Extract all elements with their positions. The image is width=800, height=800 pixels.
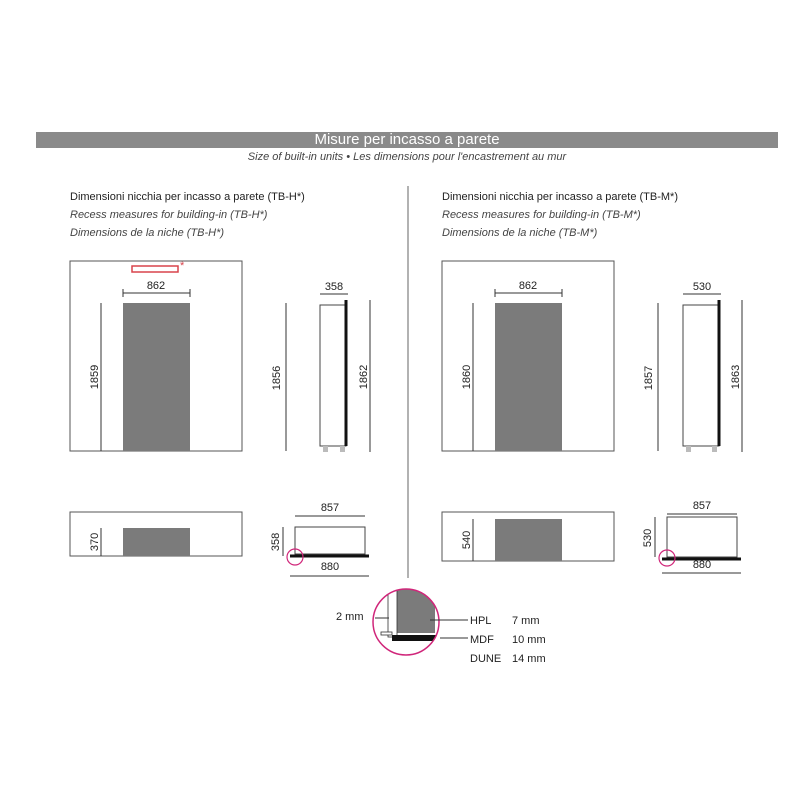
top-width-label: 857 <box>692 500 712 512</box>
cabinet-side <box>320 305 346 446</box>
plan-depth-label: 540 <box>461 530 473 550</box>
niche-height-label: 1860 <box>461 364 473 390</box>
right-heading-it: Dimensioni nicchia per incasso a parete (TB-M*) <box>442 191 678 203</box>
base-width-label: 880 <box>692 559 712 571</box>
legend-material: MDF <box>470 634 494 646</box>
legend-thickness: 10 mm <box>512 634 546 646</box>
niche-section <box>397 588 435 633</box>
left-side-elevation <box>271 281 370 452</box>
right-heading-en: Recess measures for building-in (TB-M*) <box>442 209 641 221</box>
legend-thickness: 7 mm <box>512 615 540 627</box>
right-front-elevation <box>442 261 614 451</box>
material-legend <box>470 612 546 669</box>
cabinet-top <box>295 527 365 554</box>
right-side-elevation <box>643 281 742 452</box>
legend-row-hpl <box>470 612 546 631</box>
legend-material: HPL <box>470 615 492 627</box>
left-plan-view <box>70 512 242 556</box>
left-heading-en: Recess measures for building-in (TB-H*) <box>70 209 268 221</box>
gap-label: 2 mm <box>336 611 364 623</box>
left-heading-it: Dimensioni nicchia per incasso a parete (TB-H*) <box>70 191 305 203</box>
foot <box>712 446 717 452</box>
detail-magnifier <box>336 585 468 660</box>
left-top-view <box>270 502 369 576</box>
foot <box>340 446 345 452</box>
top-depth-label: 530 <box>642 528 654 548</box>
asterisk-mark: * <box>180 260 185 272</box>
base-width-label: 880 <box>320 561 340 573</box>
unit-height-label: 1857 <box>643 365 655 391</box>
niche-width-label: 862 <box>146 280 166 292</box>
foot <box>686 446 691 452</box>
right-top-view <box>642 500 741 573</box>
cabinet-top <box>667 517 737 557</box>
niche <box>123 528 190 556</box>
right-heading-fr: Dimensions de la niche (TB-M*) <box>442 227 598 239</box>
side-height-label: 1863 <box>730 364 742 390</box>
niche <box>495 519 562 561</box>
unit-height-label: 1856 <box>271 365 283 391</box>
foot <box>323 446 328 452</box>
gap-edge <box>381 632 392 635</box>
niche-width-label: 862 <box>518 280 538 292</box>
left-front-elevation <box>70 260 242 451</box>
side-depth-label: 530 <box>692 281 712 293</box>
legend-thickness: 14 mm <box>512 653 546 665</box>
top-depth-label: 358 <box>270 532 282 552</box>
niche <box>123 303 190 451</box>
red-marker <box>132 266 178 272</box>
side-depth-label: 358 <box>324 281 344 293</box>
left-heading-fr: Dimensions de la niche (TB-H*) <box>70 227 225 239</box>
legend-row-dune <box>470 650 546 669</box>
section-title: Misure per incasso a parete <box>36 132 778 148</box>
legend-row-mdf <box>470 631 546 650</box>
cabinet-side <box>683 305 719 446</box>
side-height-label: 1862 <box>358 364 370 390</box>
right-plan-view <box>442 512 614 561</box>
niche-height-label: 1859 <box>89 364 101 390</box>
legend-material: DUNE <box>470 653 502 665</box>
niche <box>495 303 562 451</box>
section-subtitle: Size of built-in units • Les dimensions pour l'encastrement au mur <box>247 151 567 163</box>
plan-depth-label: 370 <box>89 532 101 552</box>
top-width-label: 857 <box>320 502 340 514</box>
cabinet-wall-section <box>388 588 397 637</box>
